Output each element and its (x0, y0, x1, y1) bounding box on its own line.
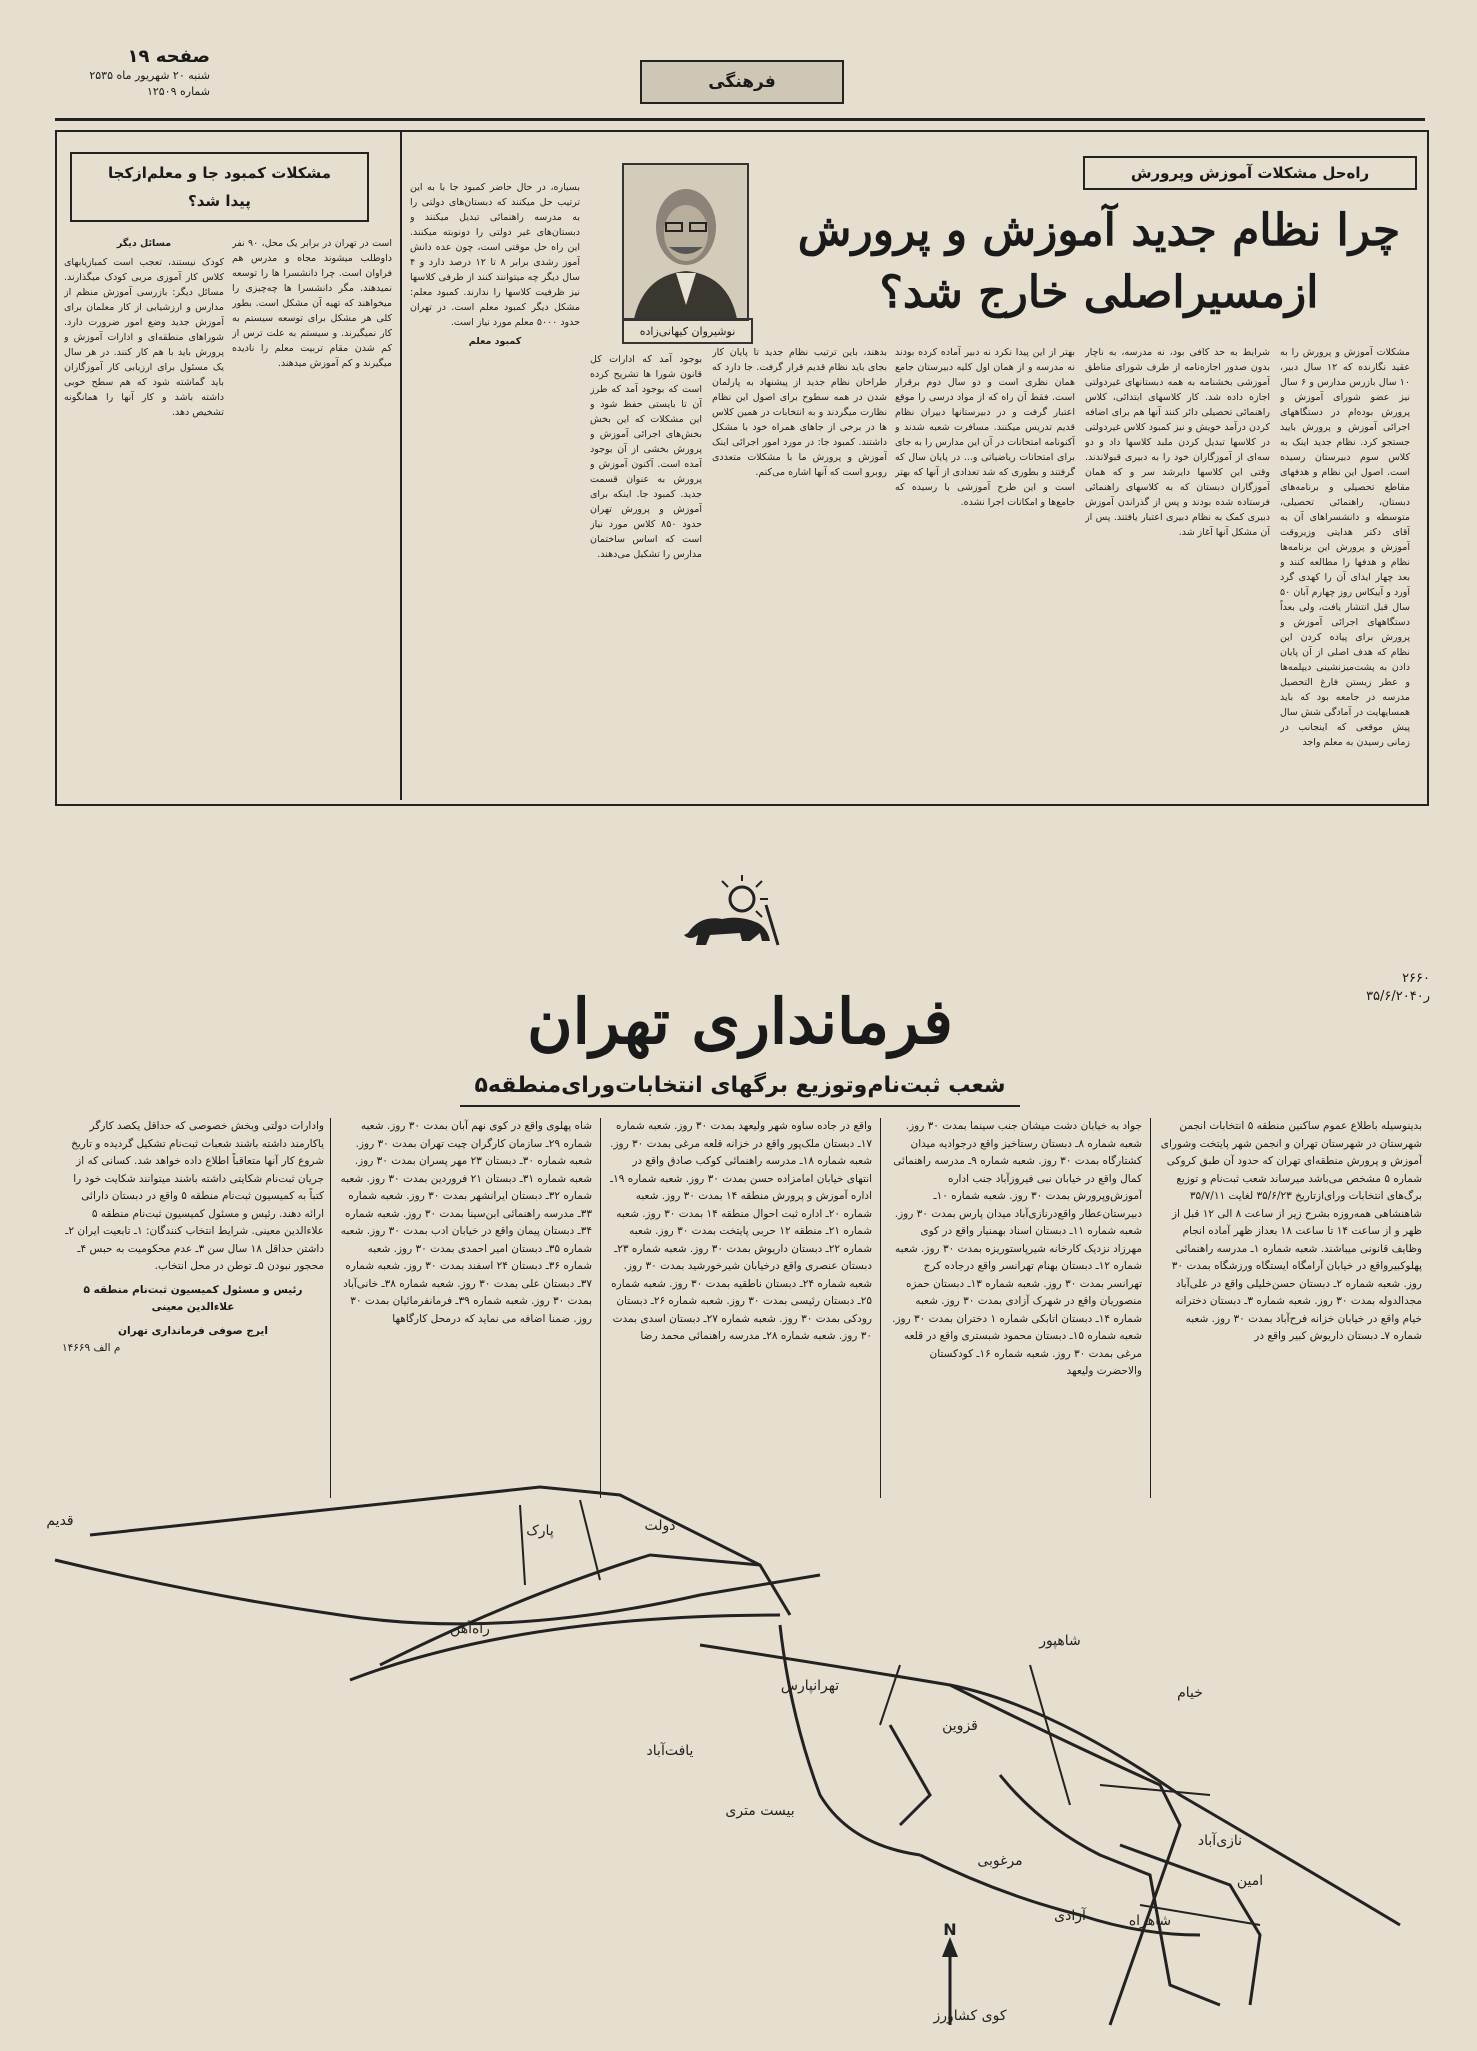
map-label: قزوین (942, 1718, 978, 1734)
ad-column-1 (1160, 1118, 1422, 1498)
article-kicker: راه‌حل مشکلات آموزش وپرورش (1083, 156, 1417, 190)
map-label: بیست متری (725, 1803, 795, 1819)
side-column-1 (410, 180, 580, 795)
north-label: N (943, 1920, 957, 1939)
map-label: راه‌آهن (450, 1621, 490, 1637)
map-label: شاهراه (1128, 1913, 1172, 1929)
side-title-line-2: پیدا شد؟ (188, 192, 251, 210)
subhead-teacher-shortage: کمبود معلم (468, 336, 522, 347)
ad-signature-2: ایرج صوفی فرمانداری تهران (118, 1324, 268, 1337)
ad-subtitle: شعب ثبت‌نام‌وتوزیع برگهای انتخابات‌ورای‌منطقه۵ (474, 1073, 1006, 1098)
map-label: یافت‌آباد (646, 1743, 694, 1759)
column-text: بوجود آمد که ادارات کل قانون شورا ها تشریح کرده است که بوجود آمد که طرز آن تا بایستی حفظ شود و این مشکلات که این بخش بخش‌های اجرائی آموزش و پرورش بخشی از آن بوجود آمده است. آکنون آموزش و پرورش به عنوان قسمت جدید. کمبود جا. اینکه برای آموزش و پرورش تهران حدود ۸۵۰ کلاس مورد نیاز است که اساس ساختمان مدارس را تشکیل می‌دهند. (590, 354, 702, 560)
ad-divider (880, 1118, 881, 1498)
map-label: نازی‌آباد (1197, 1833, 1243, 1849)
map-label: پارک (526, 1523, 554, 1539)
ad-ref-code: م الف ۱۴۶۶۹ (62, 1342, 121, 1354)
issue-date: شنبه ۲۰ شهریور ماه ۲۵۳۵ (89, 69, 210, 82)
map-district-boundary (1000, 1775, 1220, 2005)
article-headline (779, 200, 1419, 324)
map-sketch (0, 1465, 1477, 2047)
side-title-line-1: مشکلات کمبود جا و معلم‌ازکجا (108, 164, 331, 182)
map-label: کوی کشاورز (933, 2008, 1007, 2024)
ad-signature-1: رئیس و مسئول کمیسیون ثبت‌نام منطقه ۵ علاءالدین معینی (83, 1283, 303, 1313)
map-road (580, 1500, 600, 1580)
article-column-2 (1085, 345, 1270, 795)
ad-ref: ۳۵/۶/۲۰ر۴۰ (1366, 989, 1430, 1004)
map-road (55, 1560, 820, 1624)
column-text: بسیاره، در حال حاضر کمبود جا با به این ترتیب حل میکنند که دبستان‌های دولتی را به مدرسه راهنمائی تبدیل میکنند و دبستان‌های غیر دولتی را دونوبته میکنند. این راه حل موقتی است، چون عده دانش آموز رشدی برابر ۸ تا ۱۲ درصد دارد و ۴ سال دیگر چه میتوانند کنند از طرفی کلاسها نیز ظرفیت کلاسها را ندارند. کمبود معلم: مشکل دیگر کمبود معلم است. در تهران حدود ۵۰۰۰ معلم مورد نیاز است. (410, 182, 580, 328)
side-column-2 (232, 236, 392, 796)
ad-text: جواد به خیابان دشت میشان جنب سینما بمدت ۳۰ روز. شعبه شماره ۸ـ دبستان رستاخیز واقع درجوادیه میدان کشتارگاه بمدت ۳۰ روز. شعبه شماره ۹ـ مدرسه راهنمائی کمال واقع در خیابان نبی فیروزآباد جنب اداره آموزش‌وپرورش بمدت ۳۰ روز. شعبه شماره ۱۰ـ دبیرستان‌عطار واقع‌درنازی‌آباد میدان پارس بمدت ۳۰ روز. شعبه شماره ۱۱ـ دبستان اسناد بهمنیار واقع در کوی مهرزاد نزدیک کارخانه شیرپاستوریزه بمدت ۳۰ روز. شعبه شماره ۱۲ـ دبستان بهنام تهرانسر واقع درجاده کرج تهرانسر بمدت ۳۰ روز. شعبه شماره ۱۳ـ دبستان حمزه منصوریان واقع در شهرک آزادی بمدت ۳۰ روز. شعبه شماره ۱۴ـ دبستان اتابکی شماره ۱ دختران بمدت ۳۰ روز. شعبه شماره ۱۵ـ دبستان محمود شبستری واقع در قلعه مرغی بمدت ۳۰ روز. شعبه شماره ۱۶ـ کودکستان والاحضرت ولیعهد (892, 1120, 1142, 1377)
map-label: آزادی (1054, 1908, 1086, 1924)
ad-text: واقع در جاده ساوه شهر ولیعهد بمدت ۳۰ روز. شعبه شماره ۱۷ـ دبستان ملک‌پور واقع در خزانه قلعه مرغی بمدت ۳۰ روز. شعبه شماره ۱۸ـ مدرسه راهنمائی کوکب صادق واقع در انتهای خیابان امامزاده حسن بمدت ۳۰ روز. شعبه شماره ۱۹ـ اداره آموزش و پرورش منطقه ۱۴ بمدت ۳۰ روز. شعبه شماره ۲۰ـ اداره ثبت احوال منطقه ۱۴ بمدت ۳۰ روز. شعبه شماره ۲۱ـ منطقه ۱۲ حربی پایتخت بمدت ۳۰ روز. شعبه شماره ۲۲ـ دبستان داریوش بمدت ۳۰ روز. شعبه شماره ۲۳ـ دبستان عنصری واقع درخیابان شیرخورشید بمدت ۳۰ روز. شعبه شماره ۲۴ـ دبستان ناطقیه بمدت ۳۰ روز. شعبه شماره ۲۵ـ دبستان رئیسی بمدت ۳۰ روز. شعبه شماره ۲۶ـ دبستان رودکی بمدت ۳۰ روز. شعبه شماره ۲۷ـ دبستان اسدی بمدت ۳۰ روز. شعبه شماره ۲۸ـ مدرسه راهنمائی محمد رضا (610, 1120, 872, 1342)
column-text: شرایط به حد کافی بود، نه مدرسه، به ناچار بدون صدور اجازه‌نامه از طرف شورای مناطق آموزشی بخشنامه به همه دبستانهای غیردولتی اجازه داده شد. کار کلاسهای ابتدائی، کلاس راهنمائی تحصیلی دائر کنند آنها هم برای اضافه کردن درآمد خویش و نیز کمبود کلاس غیردولتی در کلاسها تبدیل کردن ملبد کلاسها داد و دو سه‌ای از آموزگاران خود را به دبیری قبولاندند. وقتی این کلاسها دایرشد سر و که همان آموزگاران دبستان که به کلاسهای راهنمائی فرستاده شده بودند و پس از گذراندن آموزش دبیری کمک به نظام دبیری اعتبار یافتند. پس از آن مشکل آنها آغاز شد. (1085, 347, 1270, 538)
map-label: شاهپور (1039, 1633, 1081, 1649)
column-text: کودک نیستند، تعجب است کمبازیابهای کلاس کار آموزی مربی کودک میگذارند. مسائل دیگر: بازرسی آموزش منظم از مدارس و ارزشیابی از کار معلمان برای آموزش جدید وضع امور ضرورت دارد. شوراهای منطقه‌ای و ادارات آموزش و پرورش باید با هم کار کنند. در هر سال یک مسئول برای ارزیابی کار آموزگاران باید گماشته شود که هم سطح خوبی داشته باشد و کار آنها را همانگونه تشخیص دهد. (64, 257, 224, 418)
subhead-other-issues: مسائل دیگر (116, 238, 172, 249)
map-road (90, 1487, 790, 1615)
map-label: خیام (1177, 1685, 1203, 1701)
ad-divider (330, 1118, 331, 1498)
map-railway (380, 1555, 760, 1665)
district-map (0, 1465, 1477, 2047)
portrait-icon (624, 165, 747, 319)
map-label: قدیم (46, 1513, 74, 1529)
issue-number: شماره ۱۲۵۰۹ (146, 85, 210, 98)
ad-column-3 (610, 1118, 872, 1498)
ad-title: فرمانداری تهران (527, 985, 953, 1058)
page-number: صفحه ۱۹ (127, 46, 210, 67)
article-column-5 (590, 352, 702, 795)
ad-column-2 (890, 1118, 1142, 1498)
column-text: مشکلات آموزش و پرورش را به عقید نگارنده که ۱۲ سال دبیر، ۱۰ سال بازرس مدارس و ۶ سال نیز عضو شورای آموزش و پرورش بوده‌ام در دستگاههای اجرائی آموزش و پرورش بایید جستجو کرد. نظام جدید اینک به کلاس سوم دبیرستان رسیده است. اصول این نظام و هدفهای مقاطع تحصیلی و برنامه‌های دبستان، راهنمائی تحصیلی، متوسطه و دانشسراهای آن به آقای دکتر هدایتی وزیروقت آموزش و پرورش این برنامه‌ها نظام و هدفها را مطالعه کنند و بعد چهار ایدای آن را کهدی گرد آورد و آییکاس روز چهارم آبان ۵۰ سال قبل انتشار یافت، ولی بعداً دستگاههای اجرائی آموزش و پرورش برای پیاده کردن این نظام که هدف اصلی از آن پایان دادن به پشت‌میزنشینی دیپلمه‌ها و عطر زیستن فارغ التحصیل مدرسه در جامعه بود که باید همسایهایت در آمادگی شش سال پیش موقعی که اینجانب در زمانی رسیدن به معلم واجد (1280, 347, 1410, 748)
ad-reference (1310, 970, 1430, 1006)
map-label: تهرانپارس (780, 1678, 840, 1694)
article-column-1 (1280, 345, 1410, 795)
author-photo (622, 163, 749, 321)
column-text: است در تهران در برابر یک محل، ۹۰ نفر داوطلب میشوند مجاه و مدرس هم فراوان است. چرا دانشسرا ها را توسعه نمیدهند. مگر دانشسرا ها چه‌چیزی را میخواهند که تهیه آن مشکل است. بطور کلی هر مشکل برای توسعه سیستم به کار نمیگیرند. و سیستم به علت ترس از کم شدن مقام تربیت معلم را نادیده میگیرند و کم آموزش میدهند. (232, 238, 392, 369)
map-road (1100, 1785, 1210, 1795)
map-label: مرغوبی (977, 1853, 1023, 1869)
column-text: بهتر از این پیدا نکرد نه دبیر آماده کرده بودند نه مدرسه و از همان اول کلیه دبیرستان جامع همان نظری است و دو سال دوم برقرار است. فقط آن راه که از مواد درسی را موقع اعتبار گرفت و در دبیرستانها دبیران نظام قدیم تدریس میکنند. مسافرت شعبه شدند و آکنونامه امتحانات در آن این مدارس را به جای برای امتحانات ریاضیاتی و... در پایان سال که گرفتند و بطوری که شد تعدادی از آنها که بهتر است و این طرح آموزشی با رسیده که جامع‌ها و امکانات اجرا نشده. (895, 347, 1075, 508)
headline-line-1: چرا نظام جدید آموزش و پرورش (797, 205, 1401, 256)
article-column-3 (895, 345, 1075, 795)
emblem-icon (670, 875, 790, 955)
article-column-4 (712, 345, 887, 795)
ad-number: ۲۶۶۰ (1402, 971, 1430, 986)
column-divider (400, 132, 402, 800)
ad-divider (1150, 1118, 1151, 1498)
subtitle-rule (460, 1105, 1020, 1107)
ad-text: وادارات دولتی وبخش خصوصی که حداقل یکصد کارگر یاکارمند داشته باشند شعبات ثبت‌نام تشکیل گردیده و تاریخ شروع کار آنها متعاقباً اطلاع داده خواهد شد. کسانی که از جریان ثبت‌نام شکایتی داشته باشند میتوانند شکایت خود را کتباً به کمیسیون ثبت‌نام منطقه ۵ واقع در دبستان دارائی ارائه دهند. رئیس و مسئول کمیسیون ثبت‌نام منطقه ۵ علاءالدین معینی. شرایط انتخاب کنندگان: ۱ـ تابعیت ایران ۲ـ داشتن حداقل ۱۸ سال سن ۳ـ عدم محکومیت به حبس ۴ـ محجور نبودن ۵ـ توطن در محل انتخاب. (65, 1120, 324, 1272)
ad-text: شاه پهلوی واقع در کوی نهم آبان بمدت ۳۰ روز. شعبه شماره ۲۹ـ سازمان کارگران چیت تهران بمدت ۳۰ روز. شعبه شماره ۳۰ـ دبستان ۲۳ مهر پسران بمدت ۳۰ روز. شعبه شماره ۳۱ـ دبستان ۲۱ فروردین بمدت ۳۰ روز. شعبه شماره ۳۲ـ دبستان ایرانشهر بمدت ۳۰ روز. شعبه شماره ۳۳ـ مدرسه راهنمائی ابن‌سینا بمدت ۳۰ روز. شعبه شماره ۳۴ـ دبستان پیمان واقع در خیابان ادب بمدت ۳۰ روز. شعبه شماره ۳۵ـ دبستان امیر احمدی بمدت ۳۰ روز. شعبه شماره ۳۶ـ دبستان ۲۴ اسفند بمدت ۳۰ روز. شعبه شماره ۳۷ـ دبستان علی بمدت ۳۰ روز. شعبه شماره ۳۸ـ خانی‌آباد بمدت ۳۰ روز. شعبه شماره ۳۹ـ فرمانفرمائیان بمدت ۳۰ روز. ضمنا اضافه می نماید که درمحل کارگاهها (340, 1120, 592, 1325)
map-road (1030, 1665, 1070, 1805)
map-label: امین (1236, 1873, 1264, 1889)
map-label: دولت (644, 1518, 676, 1534)
column-text: بدهند، باین ترتیب نظام جدید تا پایان کار بجای باید نظام قدیم قرار گرفت. جا دارد که طراحان نظام جدید از پیشنهاد به پارلمان شدن در همه سطوح برای اصول این نظام نظارت میگردند و به انتخابات در همین کلاس ها در برخی از جاهای همراه خود با مشکل داشتند. کمبود جا: در مورد امور اجرائی اینک آموزش و پرورش ما با مشکلات متعددی روبرو است که آنها اشاره می‌کنم. (712, 347, 887, 478)
headline-line-2: ازمسیراصلی خارج شد؟ (879, 267, 1319, 318)
ad-column-5 (62, 1118, 324, 1498)
ad-column-4 (340, 1118, 592, 1498)
side-article-title (70, 152, 369, 222)
map-road (520, 1505, 525, 1585)
side-column-3 (64, 236, 224, 796)
ad-text: بدینوسیله باطلاع عموم ساکنین منطقه ۵ انتخابات انجمن شهرستان در شهرستان تهران و انجمن شهر پایتخت وشورای آموزش و پرورش منطقه‌ای تهران که حدود آن طبق کروکی شماره ۵ مشخص می‌باشد میرساند شعب ثبت‌نام و توزیع برگ‌های انتخابات ورای‌از‌تاریخ ۳۵/۶/۲۳ لغایت ۳۵/۷/۱۱ شاهنشاهی همه‌روزه بشرح زیر از ساعت ۸ الی ۱۲ قبل از ظهر و از ساعت ۱۴ تا ساعت ۱۸ بعداز ظهر آماده انجام وظایف قانونی میباشند. شعبه شماره ۱ـ مدرسه راهنمائی پهلوکبیرواقع در خیابان آرامگاه ایستگاه ورزشگاه بمدت ۳۰ روز. شعبه شماره ۲ـ دبستان حسن‌خلیلی واقع در علی‌آباد مجدالدوله بمدت ۳۰ روز. شعبه شماره ۳ـ دبستان دخترانه خیام واقع در خیابان خزانه فرح‌آباد بمدت ۳۰ روز. شعبه شماره ۷ـ دبستان داریوش کبیر واقع در (1160, 1120, 1422, 1342)
section-label: فرهنگی (640, 60, 844, 104)
photo-caption: نوشیروان کیهانی‌زاده (622, 318, 753, 344)
lion-and-sun-emblem (670, 875, 790, 955)
ad-divider (600, 1118, 601, 1498)
map-road (890, 1725, 930, 1825)
issue-meta (60, 68, 210, 100)
top-rule (55, 118, 1425, 121)
